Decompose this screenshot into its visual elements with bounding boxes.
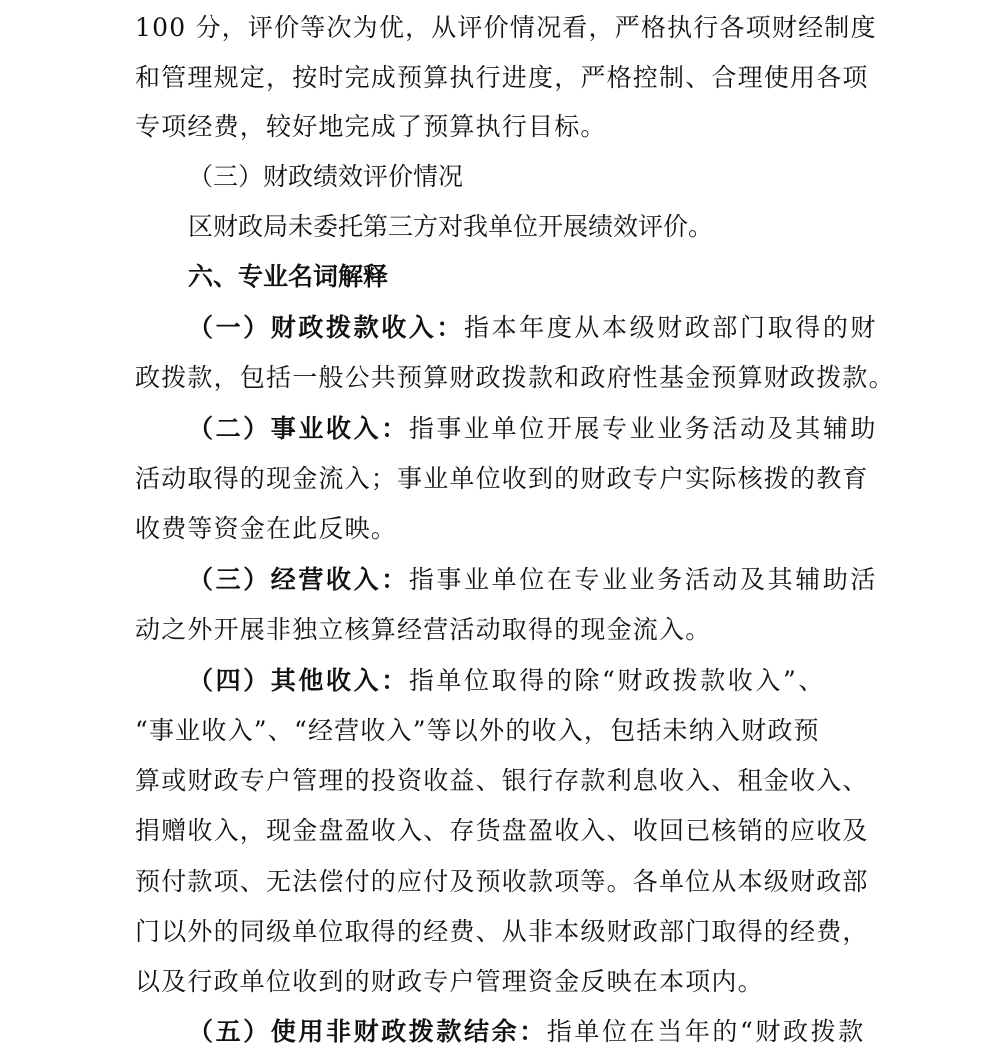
subheading-performance-evaluation: （三）财政绩效评价情况: [188, 162, 464, 191]
body-line-no-third-party: 区财政局未委托第三方对我单位开展绩效评价。: [188, 212, 714, 241]
body-line-3: 专项经费，较好地完成了预算执行目标。: [135, 112, 607, 141]
definition-3-term: （三）经营收入：: [188, 565, 409, 594]
definition-4-line-4: 捐赠收入，现金盘盈收入、存货盘盈收入、收回已核销的应收及: [135, 816, 869, 845]
definition-1-line-1: [0, 308, 1000, 348]
definition-2-text: 指事业单位开展专业业务活动及其辅助: [408, 414, 879, 443]
definition-3-line-2: 动之外开展非独立核算经营活动取得的现金流入。: [135, 615, 712, 644]
section-heading-terms: 六、专业名词解释: [188, 262, 389, 291]
definition-5-term: （五）使用非财政拨款结余：: [188, 1017, 547, 1046]
definition-3-text: 指事业单位在专业业务活动及其辅助活: [408, 565, 879, 594]
body-line-2: 和管理规定，按时完成预算执行进度，严格控制、合理使用各项: [135, 63, 869, 92]
definition-4-line-1: [0, 661, 1000, 701]
definition-4-line-3: 算或财政专户管理的投资收益、银行存款利息收入、租金收入、: [135, 766, 869, 795]
definition-2-line-1: [0, 409, 1000, 449]
definition-5-text: 指单位在当年的“财政拨款: [546, 1017, 866, 1046]
definition-2-line-2: 活动取得的现金流入；事业单位收到的财政专户实际核拨的教育: [135, 464, 869, 493]
definition-4-term: （四）其他收入：: [188, 666, 409, 695]
definition-4-line-7: 以及行政单位收到的财政专户管理资金反映在本项内。: [135, 967, 764, 996]
definition-4-line-5: 预付款项、无法偿付的应付及预收款项等。各单位从本级财政部: [135, 867, 869, 896]
definition-4-text: 指单位取得的除“财政拨款收入”、: [408, 666, 826, 695]
definition-1-line-2: 政拨款，包括一般公共预算财政拨款和政府性基金预算财政拨款。: [135, 363, 895, 392]
definition-5-line-1: [0, 1012, 1000, 1052]
definition-3-line-1: [0, 560, 1000, 600]
definition-4-line-2: “事业收入”、“经营收入”等以外的收入，包括未纳入财政预: [135, 716, 820, 745]
definition-1-term: （一）财政拨款收入：: [188, 313, 465, 342]
definition-4-line-6: 门以外的同级单位取得的经费、从非本级财政部门取得的经费，: [135, 917, 869, 946]
definition-1-text: 指本年度从本级财政部门取得的财: [464, 313, 879, 342]
definition-2-term: （二）事业收入：: [188, 414, 409, 443]
body-line-1: 100 分，评价等次为优，从评价情况看，严格执行各项财经制度: [135, 13, 877, 42]
definition-2-line-3: 收费等资金在此反映。: [135, 514, 398, 543]
